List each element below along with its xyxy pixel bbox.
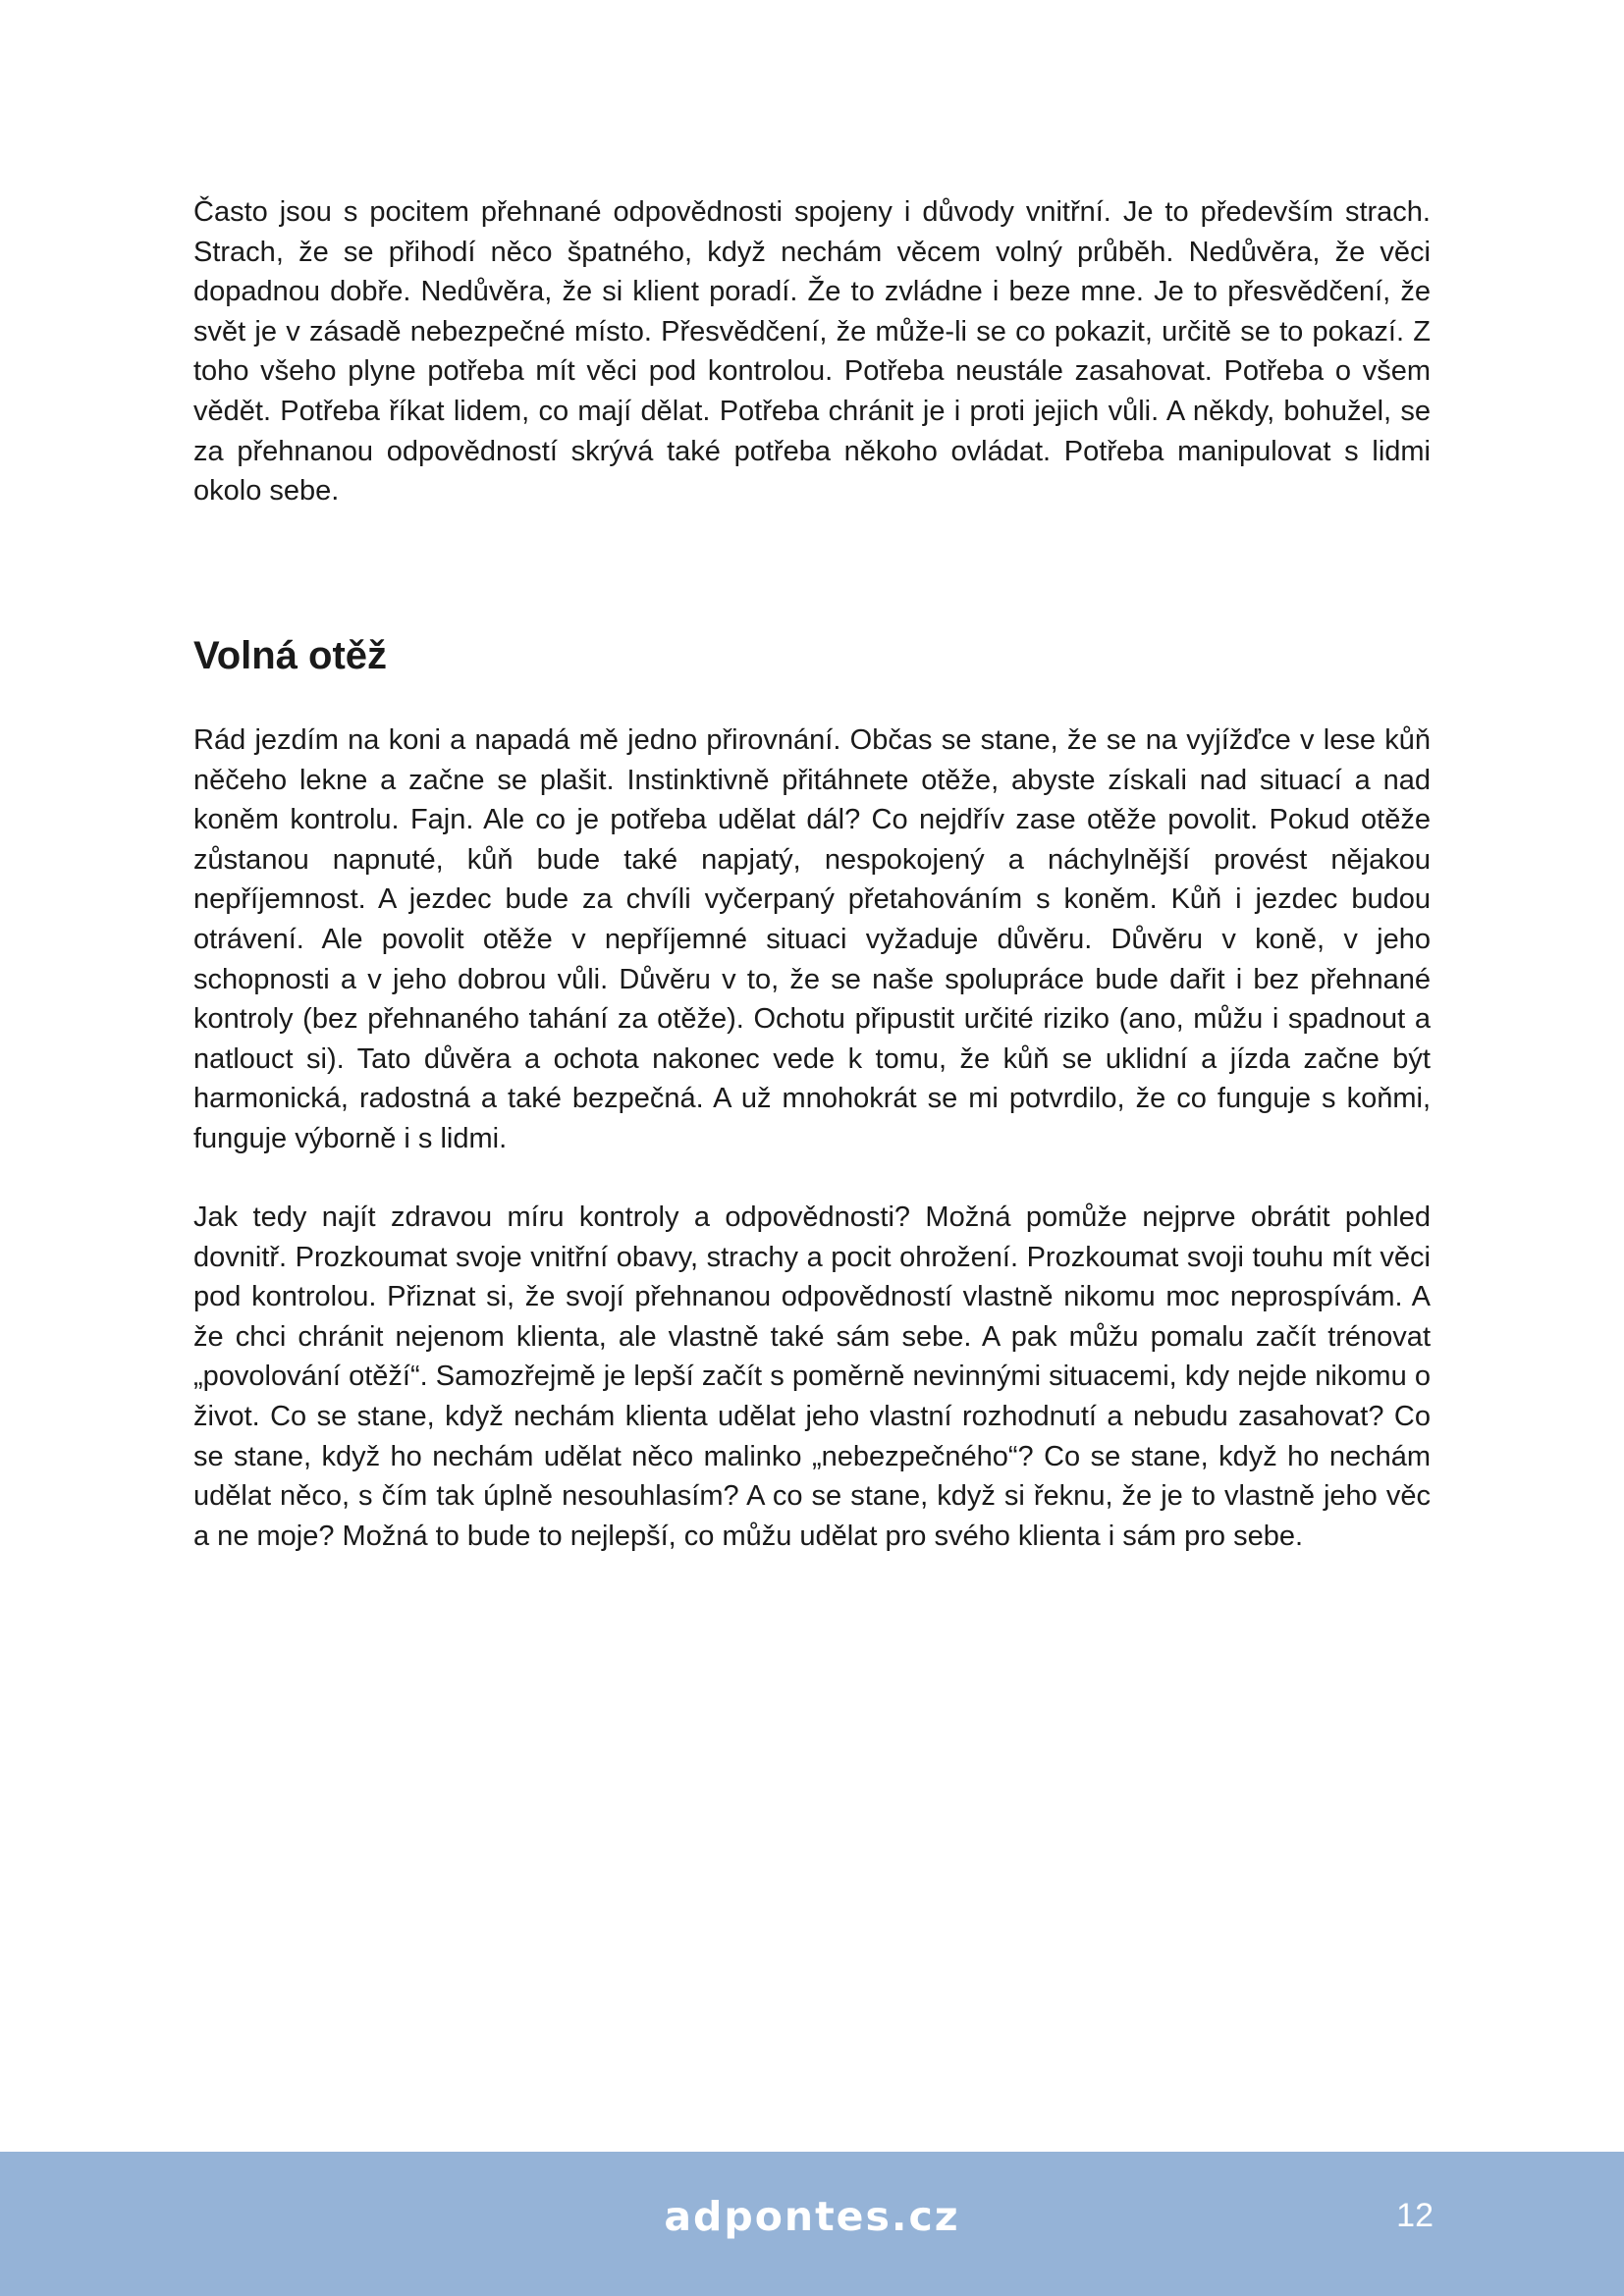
page-footer: [0, 2152, 1624, 2296]
paragraph-intro: Často jsou s pocitem přehnané odpovědnosti spojeny i důvody vnitřní. Je to především strach. Strach, že se přihodí něco špatného, když nechám věcem volný průběh. Nedůvěra, že věci dopadnou dobře. Nedůvěra, že si klient poradí. Že to zvládne i beze mne. Je to přesvědčení, že svět je v zásadě nebezpečné místo. Přesvědčení, že může-li se co pokazit, určitě se to pokazí. Z toho všeho plyne potřeba mít věci pod kontrolou. Potřeba neustále zasahovat. Potřeba o všem vědět. Potřeba říkat lidem, co mají dělat. Potřeba chránit je i proti jejich vůli. A někdy, bohužel, se za přehnanou odpovědností skrývá také potřeba někoho ovládat. Potřeba manipulovat s lidmi okolo sebe.: [193, 196, 1431, 507]
footer-site-name: adpontes.cz: [664, 2193, 960, 2240]
paragraph-horse-riding: Rád jezdím na koni a napadá mě jedno přirovnání. Občas se stane, že se na vyjížďce v lese kůň něčeho lekne a začne se plašit. Instinktivně přitáhnete otěže, abyste získali nad situací a nad koněm kontrolu. Fajn. Ale co je potřeba udělat dál? Co nejdřív zase otěže povolit. Pokud otěže zůstanou napnuté, kůň bude také napjatý, nespokojený a náchylnější provést nějakou nepříjemnost. A jezdec bude za chvíli vyčerpaný přetahováním s koněm. Kůň i jezdec budou otrávení. Ale povolit otěže v nepříjemné situaci vyžaduje důvěru. Důvěru v koně, v jeho schopnosti a v jeho dobrou vůli. Důvěru v to, že se naše spolupráce bude dařit i bez přehnané kontroly (bez přehnaného tahání za otěže). Ochotu připustit určité riziko (ano, můžu i spadnout a natlouct si). Tato důvěra a ochota nakonec vede k tomu, že kůň se uklidní a jízda začne být harmonická, radostná a také bezpečná. A už mnohokrát se mi potvrdilo, že co funguje s koňmi, funguje výborně i s lidmi.: [193, 724, 1431, 1154]
page-number: 12: [1396, 2197, 1434, 2234]
section-heading: Volná otěž: [193, 634, 388, 677]
paragraph-healthy-control: Jak tedy najít zdravou míru kontroly a odpovědnosti? Možná pomůže nejprve obrátit pohled dovnitř. Prozkoumat svoje vnitřní obavy, strachy a pocit ohrožení. Prozkoumat svoji touhu mít věci pod kontrolou. Přiznat si, že svojí přehnanou odpovědností vlastně nikomu moc neprospívám. A že chci chránit nejenom klienta, ale vlastně také sám sebe. A pak můžu pomalu začít trénovat „povolování otěží“. Samozřejmě je lepší začít s poměrně nevinnými situacemi, kdy nejde nikomu o život. Co se stane, když nechám klienta udělat jeho vlastní rozhodnutí a nebudu zasahovat? Co se stane, když ho nechám udělat něco malinko „nebezpečného“? Co se stane, když ho nechám udělat něco, s čím tak úplně nesouhlasím? A co se stane, když si řeknu, že je to vlastně jeho věc a ne moje? Možná to bude to nejlepší, co můžu udělat pro svého klienta i sám pro sebe.: [193, 1201, 1431, 1552]
page-content: [193, 192, 1431, 1552]
